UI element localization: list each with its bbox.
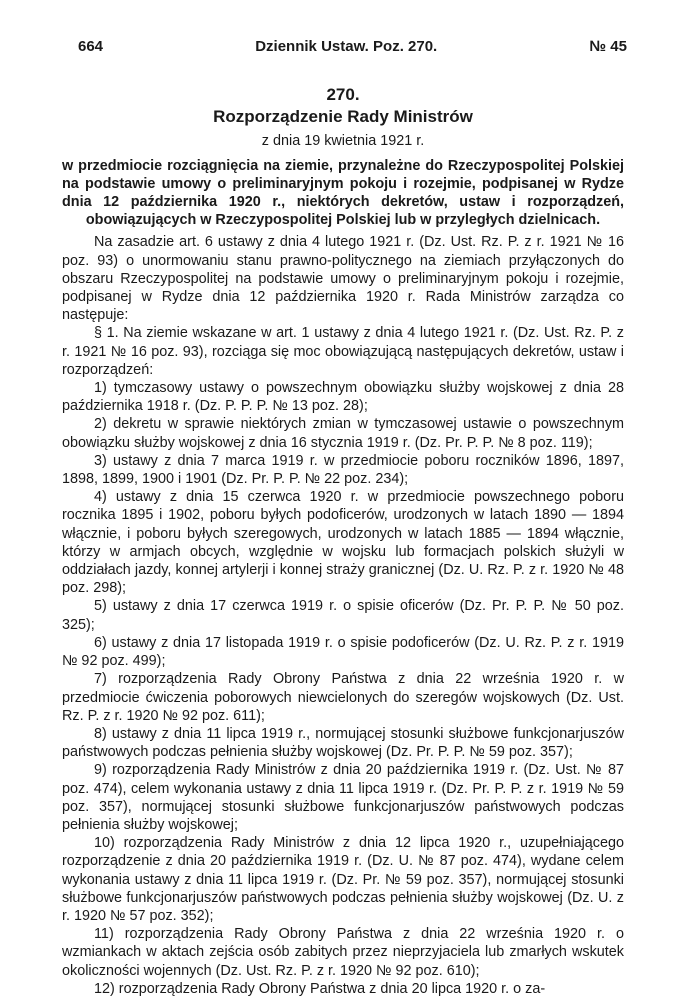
list-item: 2) dekretu w sprawie niektórych zmian w tymczasowej ustawie o powszechnym obowiązku służby wojskowej z dnia 16 stycznia 1919 r. (Dz. Pr. P. P. № 8 poz. 119);: [62, 416, 624, 451]
list-item: 3) ustawy z dnia 7 marca 1919 r. w przedmiocie poboru roczników 1896, 1897, 1898, 1899, 1900 i 1901 (Dz. Pr. P. P. № 22 poz. 234);: [62, 452, 624, 488]
document-subject: w przedmiocie rozciągnięcia na ziemie, przynależne do Rzeczypospolitej Polskiej na podstawie umowy o preliminaryjnym pokoju i rozejmie, podpisanej w Rydze dnia 12 października 1920 r., niektórych dekretów, ustaw i rozporządzeń, obowiązujących w Rzeczypospolitej Polskiej lub w przyległych dzielnicach.: [62, 157, 624, 229]
running-header: [78, 38, 627, 55]
list-item: 4) ustawy z dnia 15 czerwca 1920 r. w przedmiocie powszechnego poboru rocznika 1895 i 1902, poboru byłych podoficerów, urodzonych w latach 1890 — 1894 włącznie, i poboru byłych szeregowych, urodzonych w latach 1885 — 1894 włącznie, którzy w armjach obcych, względnie w wojsku lub formacjach polskich służyli w oddziałach jazdy, konnej artylerji i konnej straży granicznej (Dz. U. Rz. P. z r. 1920 № 48 poz. 298);: [62, 489, 624, 597]
document-date: z dnia 19 kwietnia 1921 r.: [261, 133, 425, 150]
page-number: 664: [78, 38, 104, 55]
list-item: 8) ustawy z dnia 11 lipca 1919 r., normującej stosunki służbowe funkcjonarjuszów państwowych podczas pełnienia służby wojskowej (Dz. Pr. P. P. № 59 poz. 357);: [62, 725, 624, 761]
list-item: 10) rozporządzenia Rady Ministrów z dnia 12 lipca 1920 r., uzupełniającego rozporządzenie z dnia 20 października 1919 r. (Dz. U. № 87 poz. 474), wydane celem wykonania ustawy z dnia 11 lipca 1919 r. (Dz. Pr. № 59 poz. 357), normującej stosunki służbowe funkcjonarjuszów państwowych podczas pełnienia służby wojskowej (Dz. U. z r. 1920 № 57 poz. 352);: [62, 835, 624, 924]
list-item: 6) ustawy z dnia 17 listopada 1919 r. o spisie podoficerów (Dz. U. Rz. P. z r. 1919 № 92 poz. 499);: [62, 634, 624, 670]
issue-number: № 45: [589, 38, 627, 55]
document-title: Rozporządzenie Rady Ministrów: [213, 107, 473, 127]
list-item: 9) rozporządzenia Rady Ministrów z dnia 20 października 1919 r. (Dz. Ust. № 87 poz. 474), celem wykonania ustawy z dnia 11 lipca 1919 r. (Dz. Pr. P. P. z r. 1919 № 59 poz. 357), normującej stosunki służbowe funkcjonarjuszów państwowych podczas pełnienia służby wojskowej;: [62, 762, 624, 833]
item-list: [62, 379, 624, 998]
list-item: 1) tymczasowy ustawy o powszechnym obowiązku służby wojskowej z dnia 28 października 1918 r. (Dz. P. P. P. № 13 poz. 28);: [62, 380, 624, 415]
list-item: 11) rozporządzenia Rady Obrony Państwa z dnia 22 września 1920 r. o wzmiankach w aktach zejścia osób zabitych przez nieprzyjaciela lub zmarłych wskutek okoliczności wojennych (Dz. Ust. Rz. P. z r. 1920 № 92 poz. 610);: [62, 926, 624, 979]
section-1: § 1. Na ziemie wskazane w art. 1 ustawy z dnia 4 lutego 1921 r. (Dz. Ust. Rz. P. z r. 1921 № 16 poz. 93), rozciąga się moc obowiązującą następujących dekretów, ustaw i rozporządzeń:: [62, 325, 624, 378]
journal-reference: Dziennik Ustaw. Poz. 270.: [255, 38, 438, 55]
list-item: 5) ustawy z dnia 17 czerwca 1919 r. o spisie oficerów (Dz. Pr. P. P. № 50 poz. 325);: [62, 598, 624, 633]
preamble: Na zasadzie art. 6 ustawy z dnia 4 lutego 1921 r. (Dz. Ust. Rz. P. z r. 1921 № 16 poz. 93) o unormowaniu stanu prawno-politycznego na ziemiach przyłączonych do obszaru Rzeczypospolitej na podstawie umowy o preliminaryjnym pokoju i rozejmie, podpisanej w Rydze dnia 12 października 1920 r. Rada Ministrów zarządza co następuje:: [62, 234, 624, 324]
list-item: 12) rozporządzenia Rady Obrony Państwa z dnia 20 lipca 1920 r. o za-: [94, 980, 546, 997]
list-item: 7) rozporządzenia Rady Obrony Państwa z dnia 22 września 1920 r. w przedmiocie ćwiczenia poborowych niewcielonych do szeregów wojskowych (Dz. Ust. Rz. P. z r. 1920 № 92 poz. 611);: [62, 671, 624, 724]
position-number: 270.: [326, 85, 360, 104]
document-body: [62, 86, 624, 998]
